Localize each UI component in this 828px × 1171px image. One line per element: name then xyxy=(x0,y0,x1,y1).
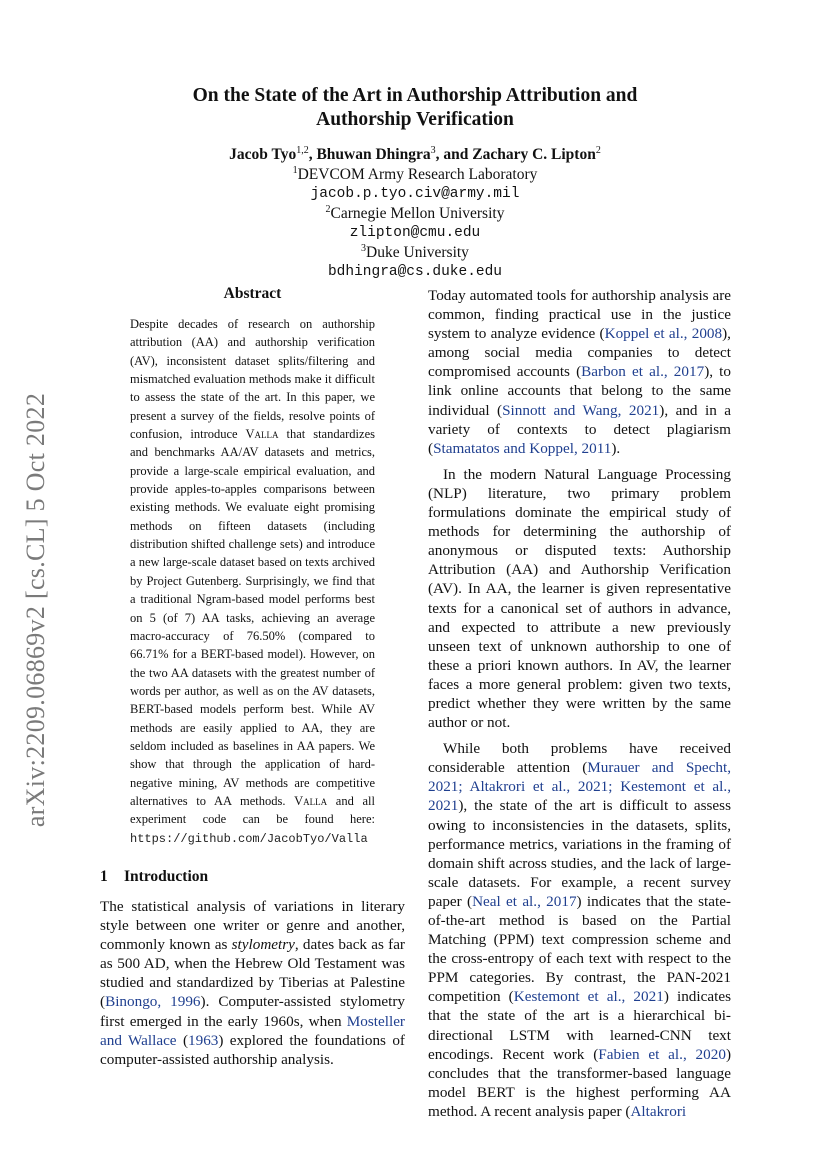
affiliation-email: zlipton@cmu.edu xyxy=(349,224,481,241)
section-number: 1 xyxy=(100,868,108,885)
citation-link[interactable]: Neal et al., 2017 xyxy=(472,892,577,910)
arxiv-sidebar xyxy=(16,375,56,845)
left-column-text xyxy=(100,897,405,1069)
author-name: , Bhuwan Dhingra xyxy=(308,146,431,163)
paragraph: Today automated tools for authorship analysis are common, finding practical use in the justice system to analyze evidence (Koppel et al., 2008), among social media companies to detect compromised accounts (Barbon et al., 2017), to link online accounts that belong to the same individual (Sinnott and Wang, 2021), and in a variety of contexts to detect plagiarism (Stamatatos and Koppel, 2011). xyxy=(428,287,731,457)
title-line-1: On the State of the Art in Authorship Attribution and xyxy=(192,85,638,106)
citation-link[interactable]: Kestemont et al., 2021 xyxy=(513,988,664,1006)
citation-link[interactable]: 1963 xyxy=(188,1031,219,1049)
arxiv-identifier: arXiv:2209.06869v2 [cs.CL] 5 Oct 2022 xyxy=(21,392,50,828)
citation-link[interactable]: Mosteller and Wallace xyxy=(100,1012,405,1049)
author-affiliation-mark: 1,2 xyxy=(296,145,309,156)
citation-link[interactable]: Murauer and Specht, 2021; Altakrori et al., 2021; Kestemont et al., 2021 xyxy=(428,759,731,815)
github-link[interactable]: https://github.com/JacobTyo/Valla xyxy=(130,831,368,846)
abstract-body: Despite decades of research on authorship attribution (AA) and authorship verification (AV), inconsistent dataset splits/filtering and mismatched evaluation methods make it difficult to assess the state of the art. In this paper, we present a survey of the fields, resolve points of confusion, introduce Valla that standardizes and benchmarks AA/AV datasets and metrics, provide a large-scale empirical evaluation, and provide apples-to-apples comparisons between existing methods. We evaluate eight promising methods on fifteen datasets (including distribution shifted challenge sets) and introduce a new large-scale dataset based on texts archived by Project Gutenberg. Surprisingly, we find that a traditional Ngram-based model performs best on 5 (of 7) AA tasks, achieving an average macro-accuracy of 76.50% (compared to 66.71% for a BERT-based model). However, on the two AA datasets with the greatest number of words per author, as well as on the AV datasets, BERT-based models perform best. While AV methods are easily applied to AA, they are seldom included as baselines in AA papers. We show that through the application of hard-negative mining, AV methods are competitive alternatives to AA methods. Valla and all experiment code can be found here: https://github.com/JacobTyo/Valla xyxy=(130,317,375,846)
section-title: Introduction xyxy=(124,868,209,885)
affiliation-email: jacob.p.tyo.civ@army.mil xyxy=(310,185,520,202)
affiliation-name: $^1$DEVCOM Army Research Laboratory xyxy=(292,165,538,183)
affiliation-email: bdhingra@cs.duke.edu xyxy=(327,263,503,280)
section-heading-introduction xyxy=(100,868,208,886)
paragraph: While both problems have received considerable attention (Murauer and Specht, 2021; Altakrori et al., 2021; Kestemont et al., 2021), the state of the art is difficult to assess owing to inconsistencies in the datasets, splits, performance metrics, variations in the framing of domain shift across studies, and the lack of large-scale datasets. For example, a recent survey paper (Neal et al., 2017) indicates that the state-of-the-art method is based on the Partial Matching (PPM) text compression scheme and the cross-entropy of each text with respect to the PPM categories. By contrast, the PAN-2021 competition (Kestemont et al., 2021) indicates that the state of the art is a hierarchical bi-directional LSTM with learned-CNN text encodings. Recent work (Fabien et al., 2020) concludes that the transformer-based language model BERT is the highest performing AA method. A recent analysis paper (Altakrori xyxy=(428,740,731,1120)
citation-link[interactable]: Altakrori xyxy=(630,1102,687,1120)
paragraph: In the modern Natural Language Processing (NLP) literature, two primary problem formulations dominate the empirical study of methods for determining the authorship of anonymous or disputed texts: Authorship Attribution (AA) and Authorship Verification (AV). In AA, the learner is given representative texts for a canonical set of authors in advance, and expected to attribute a new previously unseen text of unknown authorship to one of these a priori known authors. In AV, the learner faces a more general problem: given two texts, predict whether they were written by the same author or not. xyxy=(428,465,731,732)
author-list xyxy=(100,145,730,165)
citation-link[interactable]: Koppel et al., 2008 xyxy=(604,325,723,343)
citation-link[interactable]: Sinnott and Wang, 2021 xyxy=(502,401,660,419)
title-line-2: Authorship Verification xyxy=(316,109,514,130)
affiliation-name: $^2$Carnegie Mellon University xyxy=(325,204,505,222)
citation-link[interactable]: Stamatatos and Koppel, 2011 xyxy=(433,439,612,457)
paper-title xyxy=(100,84,730,132)
author-affiliation-mark: 3 xyxy=(430,145,436,156)
citation-link[interactable]: Binongo, 1996 xyxy=(105,993,201,1011)
valla-name: Valla xyxy=(245,427,279,442)
citation-link[interactable]: Barbon et al., 2017 xyxy=(581,363,705,381)
author-name: Jacob Tyo xyxy=(229,146,297,163)
abstract-heading: Abstract xyxy=(223,285,282,302)
citation-link[interactable]: Fabien et al., 2020 xyxy=(598,1045,726,1063)
paragraph: The statistical analysis of variations in literary style between one writer or genre and another, commonly known as stylometry, dates back as far as 500 AD, when the Hebrew Old Testament was studied and standardized by Tiberias at Palestine (Binongo, 1996). Computer-assisted stylometry first emerged in the early 1960s, when Mosteller and Wallace (1963) explored the foundations of computer-assisted authorship analysis. xyxy=(100,898,405,1068)
author-affiliation-mark: 2 xyxy=(595,145,601,156)
valla-name: Valla xyxy=(294,793,328,808)
author-name: , and Zachary C. Lipton xyxy=(435,146,596,163)
paper-header xyxy=(100,84,730,282)
affiliation-name: $^3$Duke University xyxy=(361,243,469,261)
right-column-text xyxy=(428,286,731,1128)
